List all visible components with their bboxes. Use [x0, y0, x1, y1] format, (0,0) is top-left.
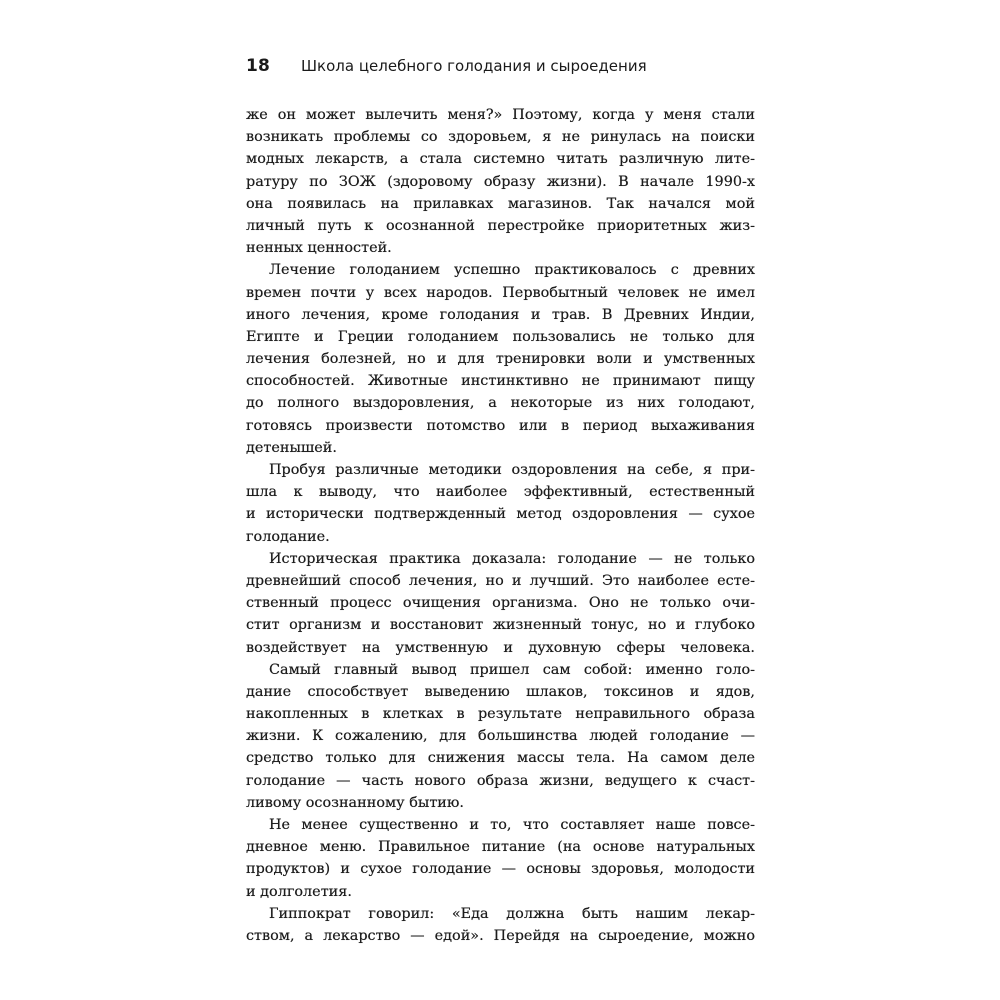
text-line: голодание. [246, 528, 330, 545]
text-line: голодание — часть нового образа жизни, ведущего к счаст- [246, 772, 755, 789]
text-line: иного лечения, кроме голодания и трав. В Древних Индии, [246, 306, 755, 323]
paragraph [246, 459, 755, 548]
text-line: ственный процесс очищения организма. Оно не только очи- [246, 595, 755, 612]
text-line: воздействует на умственную и духовную сферы человека. [246, 639, 755, 656]
text-line: модных лекарств, а стала системно читать различную лите- [246, 151, 755, 168]
text-line: возникать проблемы со здоровьем, я не ринулась на поиски [246, 129, 755, 146]
text-line: Лечение голоданием успешно практиковалось с древних [269, 262, 755, 279]
text-line: ненных ценностей. [246, 240, 392, 257]
body-text [246, 104, 755, 947]
text-line: средство только для снижения массы тела. На самом деле [246, 750, 755, 767]
text-line: ством, а лекарство — едой». Перейдя на сыроедение, можно [246, 927, 755, 944]
text-line: Самый главный вывод пришел сам собой: именно голо- [269, 661, 755, 678]
text-line: Историческая практика доказала: голодание — не только [269, 550, 755, 567]
paragraph [246, 259, 755, 459]
text-line: накопленных в клетках в результате неправильного образа [246, 706, 755, 723]
paragraph [246, 548, 755, 659]
paragraph [246, 903, 755, 947]
page-number: 18 [246, 56, 271, 76]
paragraph [246, 104, 755, 259]
running-title: Школа целебного голодания и сыроедения [301, 57, 647, 75]
text-line: стит организм и восстановит жизненный тонус, но и глубоко [246, 617, 755, 634]
paragraph [246, 659, 755, 814]
text-line: Гиппократ говорил: «Еда должна быть нашим лекар- [269, 905, 755, 922]
text-line: и исторически подтвержденный метод оздоровления — сухое [246, 506, 755, 523]
text-line: ливому осознанному бытию. [246, 794, 464, 811]
text-line: способностей. Животные инстинктивно не принимают пищу [246, 373, 755, 390]
text-line: и долголетия. [246, 883, 352, 900]
text-line: Не менее существенно и то, что составляет наше повсе- [269, 817, 755, 833]
paragraph [246, 814, 755, 903]
text-line: ратуру по ЗОЖ (здоровому образу жизни). В начале 1990-х [246, 173, 755, 190]
text-line: дневное меню. Правильное питание (на основе натуральных [246, 839, 755, 856]
text-line: жизни. К сожалению, для большинства людей голодание — [246, 728, 755, 745]
text-line: древнейший способ лечения, но и лучший. Это наиболее есте- [246, 572, 755, 589]
text-line: Египте и Греции голоданием пользовались не только для [246, 328, 755, 345]
text-line: детенышей. [246, 439, 337, 456]
text-line: лечения болезней, но и для тренировки воли и умственных [246, 351, 755, 368]
text-line: до полного выздоровления, а некоторые из них голодают, [246, 395, 755, 412]
text-line: готовясь произвести потомство или в период выхаживания [246, 417, 755, 434]
text-line: дание способствует выведению шлаков, токсинов и ядов, [246, 683, 755, 700]
text-line: Пробуя различные методики оздоровления на себе, я при- [269, 462, 755, 478]
running-head [246, 56, 766, 80]
text-line: личный путь к осознанной перестройке приоритетных жиз- [246, 217, 755, 234]
text-line: продуктов) и сухое голодание — основы здоровья, молодости [246, 861, 755, 878]
text-line: она появилась на прилавках магазинов. Так начался мой [246, 195, 755, 212]
text-line: же он может вылечить меня?» Поэтому, когда у меня стали [246, 107, 755, 123]
text-line: шла к выводу, что наиболее эффективный, естественный [246, 484, 755, 501]
text-line: времен почти у всех народов. Первобытный человек не имел [246, 284, 755, 301]
